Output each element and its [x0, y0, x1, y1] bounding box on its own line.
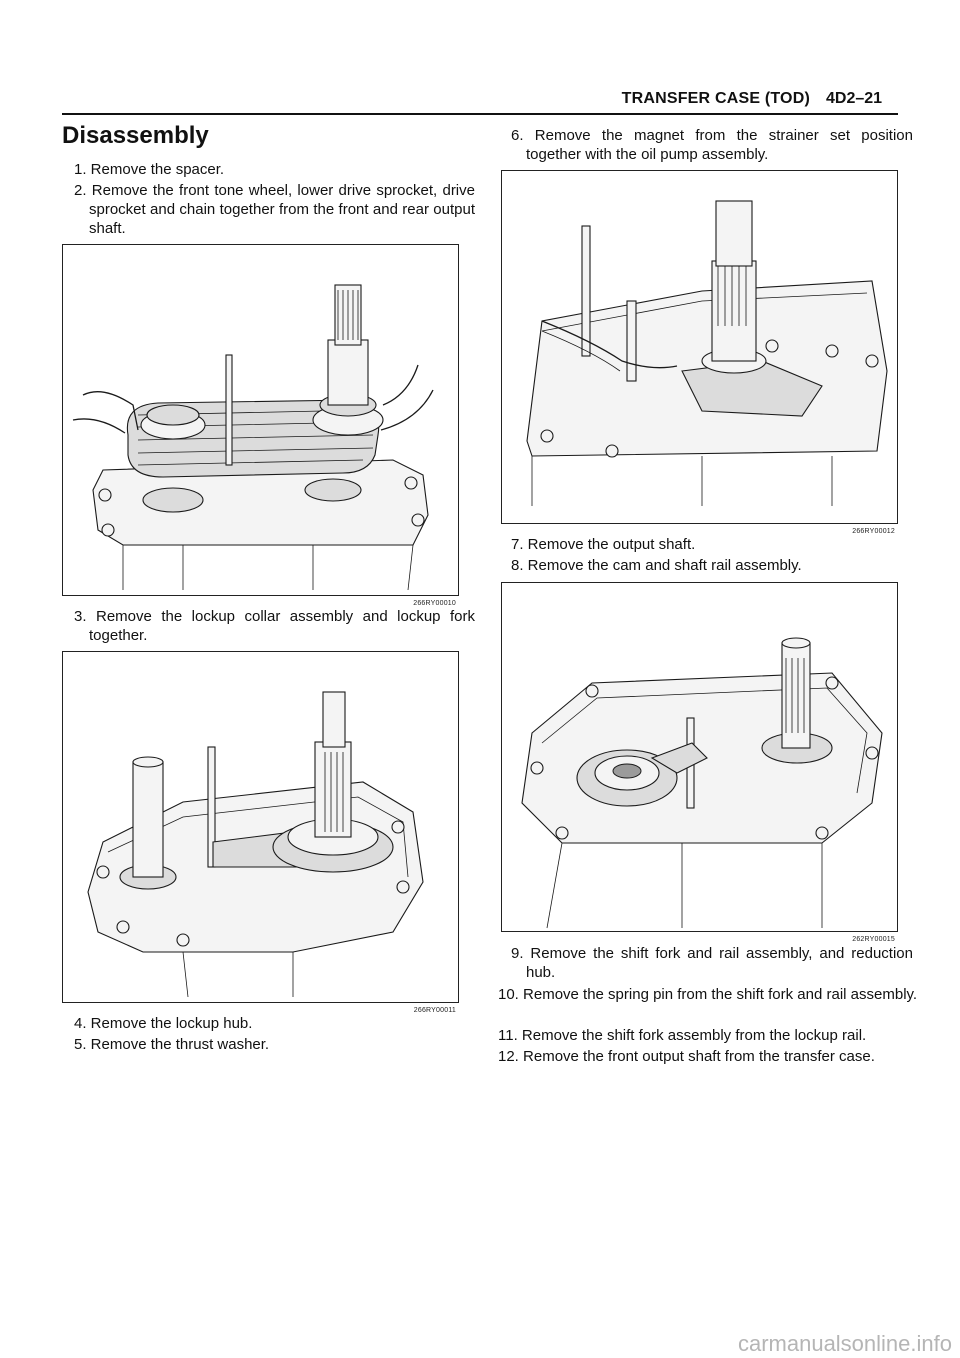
step-7: 7. Remove the output shaft. — [511, 536, 696, 553]
step-6: 6. Remove the magnet from the strainer set position together with the oil pump assembly. — [511, 127, 913, 163]
step-3: 3. Remove the lockup collar assembly and lockup fork together. — [74, 608, 475, 644]
figure-2-illustration — [63, 652, 458, 1002]
figure-oil-pump-removal — [501, 170, 898, 535]
step-2: 2. Remove the front tone wheel, lower drive sprocket, drive sprocket and chain together from the front and rear output shaft. — [74, 182, 475, 237]
page-number: 4D2–21 — [826, 90, 883, 107]
figure-4-code: 262RY00015 — [852, 936, 895, 943]
figure-4-illustration — [502, 583, 897, 931]
section-title: Disassembly — [62, 122, 209, 149]
step-10: 10. Remove the spring pin from the shift fork and rail assembly. — [498, 986, 918, 1003]
figure-3-code: 266RY00012 — [852, 528, 895, 535]
step-12: 12. Remove the front output shaft from the transfer case. — [498, 1048, 875, 1065]
figure-3-illustration — [502, 171, 897, 523]
figure-1-illustration — [63, 245, 458, 595]
figure-1-code: 266RY00010 — [413, 600, 456, 607]
step-4: 4. Remove the lockup hub. — [74, 1015, 253, 1032]
figure-chain-sprocket-removal — [62, 244, 459, 607]
figure-lockup-collar-removal — [62, 651, 459, 1014]
step-1: 1. Remove the spacer. — [74, 161, 225, 178]
figure-output-shaft-removal — [501, 582, 898, 943]
header-rule — [62, 113, 898, 115]
figure-2-code: 266RY00011 — [413, 1007, 456, 1014]
running-header-section: TRANSFER CASE (TOD) — [621, 90, 810, 107]
step-5: 5. Remove the thrust washer. — [74, 1036, 270, 1053]
step-9: 9. Remove the shift fork and rail assembly, and reduction hub. — [511, 945, 913, 981]
step-11: 11. Remove the shift fork assembly from the lockup rail. — [498, 1027, 867, 1044]
step-8: 8. Remove the cam and shaft rail assembly. — [511, 557, 802, 574]
watermark: carmanualsonline.info — [737, 1331, 952, 1356]
